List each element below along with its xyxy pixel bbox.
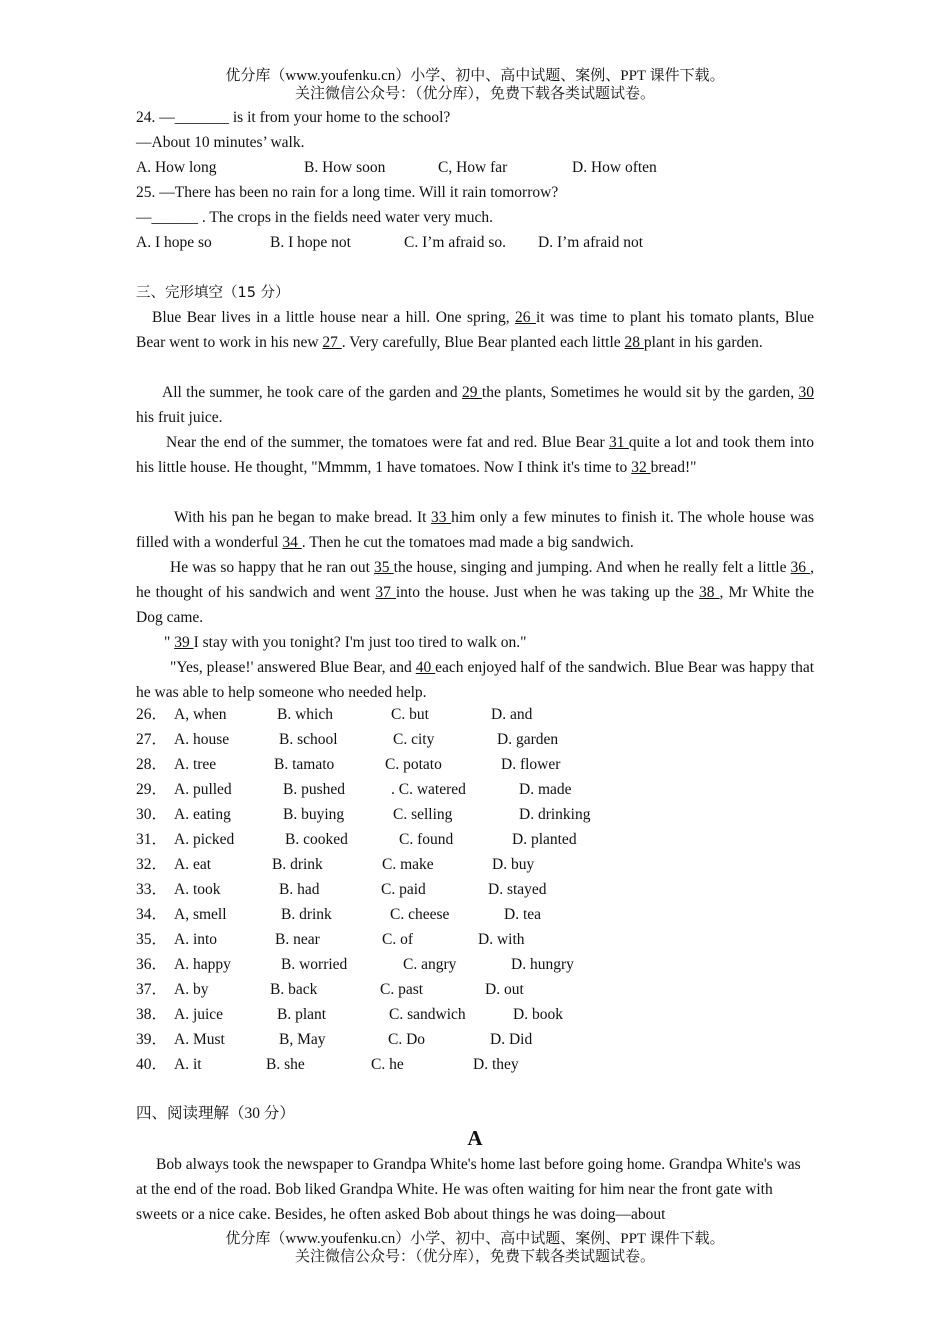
choice-option-d: D. made bbox=[519, 781, 572, 798]
choice-option-c: C. of bbox=[382, 931, 413, 948]
choice-option-c: C. paid bbox=[381, 881, 426, 898]
blank-36: 36 bbox=[790, 559, 811, 576]
cloze-paragraph-7: "Yes, please!' answered Blue Bear, and 40 each enjoyed half of the sandwich. Blue Bear was happy that he was able to help someone who needed help. bbox=[136, 659, 815, 701]
cloze-paragraph-1: Blue Bear lives in a little house near a hill. One spring, 26 it was time to plant his tomato plants, Blue Bear went to work in his new 27 . Very carefully, Blue Bear planted each little 28 plant in his garden. bbox=[136, 309, 814, 351]
choice-option-b: B. near bbox=[275, 931, 320, 948]
choice-option-c: C. angry bbox=[403, 956, 457, 973]
choice-option-d: D. they bbox=[473, 1056, 519, 1073]
blank-33: 33 bbox=[430, 509, 452, 526]
choice-option-b: B. worried bbox=[281, 956, 348, 973]
passage-label: A bbox=[467, 1126, 483, 1150]
choice-option-a: A, smell bbox=[174, 906, 227, 923]
reading-paragraph-1: Bob always took the newspaper to Grandpa White's home last before going home. Grandpa White's was at the end of the road. Bob liked Grandpa White. He was often waiting for him near the front gate with sweets or a nice cake. Besides, he often asked Bob about things he was doing—about bbox=[136, 1156, 801, 1223]
choice-option-a: A, when bbox=[174, 706, 227, 723]
choice-option-c: C. but bbox=[391, 706, 429, 723]
choice-option-a: A. tree bbox=[174, 756, 217, 773]
q24-answer: —About 10 minutes’ walk. bbox=[136, 134, 305, 151]
choice-option-d: D. with bbox=[478, 931, 525, 948]
choice-option-a: A. house bbox=[174, 731, 230, 748]
choice-option-d: D. hungry bbox=[511, 956, 574, 973]
choice-option-d: D. Did bbox=[490, 1031, 533, 1048]
choice-option-c: C. selling bbox=[393, 806, 453, 823]
choice-option-b: B. buying bbox=[283, 806, 345, 823]
blank-35: 35 bbox=[374, 559, 394, 576]
blank-38: 38 bbox=[698, 584, 720, 601]
choice-option-d: D. buy bbox=[492, 856, 535, 873]
choice-option-b: B. pushed bbox=[283, 781, 345, 798]
choice-option-b: B. back bbox=[270, 981, 318, 998]
choice-option-c: C. sandwich bbox=[389, 1006, 466, 1023]
cloze-paragraph-6: " 39 I stay with you tonight? I'm just too tired to walk on." bbox=[164, 634, 527, 651]
choice-option-a: A. took bbox=[174, 881, 221, 898]
choice-option-c: C. cheese bbox=[390, 906, 450, 923]
q24-option-d: D. How often bbox=[572, 159, 657, 176]
choice-option-b: B, May bbox=[279, 1031, 326, 1048]
choice-option-b: B. cooked bbox=[285, 831, 348, 848]
choice-number: 40． bbox=[136, 1056, 168, 1073]
choice-option-d: D. garden bbox=[497, 731, 559, 748]
choice-number: 28． bbox=[136, 756, 168, 773]
choice-option-b: B. school bbox=[279, 731, 338, 748]
blank-31: 31 bbox=[608, 434, 629, 451]
choice-option-d: D. stayed bbox=[488, 881, 547, 898]
choice-number: 31． bbox=[136, 831, 168, 848]
choice-option-c: C. found bbox=[399, 831, 454, 848]
blank-40: 40 bbox=[415, 659, 436, 676]
choice-option-c: C. past bbox=[380, 981, 424, 998]
choice-option-c: C. Do bbox=[388, 1031, 426, 1048]
blank-32: 32 bbox=[631, 459, 651, 476]
blank-34: 34 bbox=[282, 534, 302, 551]
choice-option-d: D. tea bbox=[504, 906, 542, 923]
choice-option-a: A. by bbox=[174, 981, 209, 998]
choice-option-c: C. make bbox=[382, 856, 434, 873]
choice-number: 26． bbox=[136, 706, 168, 723]
choice-option-b: B. plant bbox=[277, 1006, 327, 1023]
cloze-paragraph-3: Near the end of the summer, the tomatoes were fat and red. Blue Bear 31 quite a lot and took them into his little house. He thought, "Mmmm, 1 have tomatoes. Now I think it's time to 32 bread!" bbox=[136, 434, 814, 476]
q25-answer: —______ . The crops in the fields need water very much. bbox=[136, 209, 493, 226]
choice-number: 29． bbox=[136, 781, 168, 798]
choice-option-d: D. book bbox=[513, 1006, 563, 1023]
q25-question: 25. —There has been no rain for a long time. Will it rain tomorrow? bbox=[136, 184, 559, 201]
q24-question: 24. —_______ is it from your home to the school? bbox=[136, 109, 451, 126]
choice-option-c: . C. watered bbox=[391, 781, 466, 798]
choice-number: 34． bbox=[136, 906, 168, 923]
blank-26: 26 bbox=[515, 309, 536, 326]
choice-option-d: D. out bbox=[485, 981, 524, 998]
page-header-line1: 优分库（www.youfenku.cn）小学、初中、高中试题、案例、PPT 课件下载。 bbox=[225, 68, 725, 84]
choice-number: 33． bbox=[136, 881, 168, 898]
q25-option-a: A. I hope so bbox=[136, 234, 212, 251]
choice-number: 30． bbox=[136, 806, 168, 823]
q24-option-b: B. How soon bbox=[304, 159, 386, 176]
choice-option-a: A. picked bbox=[174, 831, 235, 848]
q24-option-c: C, How far bbox=[438, 159, 508, 176]
choice-option-d: D. flower bbox=[501, 756, 561, 773]
choice-option-d: D. and bbox=[491, 706, 533, 723]
blank-30: 30 bbox=[798, 384, 814, 401]
cloze-paragraph-2: All the summer, he took care of the garden and 29 the plants, Sometimes he would sit by the garden, 30 his fruit juice. bbox=[136, 384, 814, 426]
choice-option-d: D. drinking bbox=[519, 806, 591, 823]
choice-option-d: D. planted bbox=[512, 831, 577, 848]
choice-option-b: B. she bbox=[266, 1056, 305, 1073]
choice-option-a: A. it bbox=[174, 1056, 202, 1073]
page-footer-line1: 优分库（www.youfenku.cn）小学、初中、高中试题、案例、PPT 课件下载。 bbox=[225, 1231, 725, 1247]
choice-option-b: B. drink bbox=[281, 906, 332, 923]
section-title-reading: 四、阅读理解（30 分） bbox=[136, 1105, 295, 1122]
choice-number: 35． bbox=[136, 931, 168, 948]
choice-option-a: A. eating bbox=[174, 806, 231, 823]
choice-option-b: B. drink bbox=[272, 856, 323, 873]
choice-number: 37． bbox=[136, 981, 168, 998]
choice-option-a: A. Must bbox=[174, 1031, 225, 1048]
cloze-paragraph-4: With his pan he began to make bread. It 33 him only a few minutes to finish it. The whole house was filled with a wonderful 34 . Then he cut the tomatoes mad made a big sandwich. bbox=[136, 509, 814, 551]
blank-39: 39 bbox=[174, 634, 194, 651]
choice-option-a: A. eat bbox=[174, 856, 212, 873]
q25-option-b: B. I hope not bbox=[270, 234, 351, 251]
choice-option-c: C. city bbox=[393, 731, 435, 748]
choice-option-a: A. juice bbox=[174, 1006, 224, 1023]
choice-option-a: A. happy bbox=[174, 956, 231, 973]
cloze-paragraph-5: He was so happy that he ran out 35 the house, singing and jumping. And when he really felt a little 36 , he thought of his sandwich and went 37 into the house. Just when he was taking up the 38 , Mr White the Dog came. bbox=[136, 559, 815, 626]
choice-number: 39． bbox=[136, 1031, 168, 1048]
choice-option-c: C. potato bbox=[385, 756, 442, 773]
choice-number: 32． bbox=[136, 856, 168, 873]
choice-option-a: A. pulled bbox=[174, 781, 232, 798]
section-title-cloze: 三、完形填空（15 分） bbox=[136, 285, 290, 301]
q25-option-c: C. I’m afraid so. bbox=[404, 234, 507, 251]
choice-option-b: B. had bbox=[279, 881, 320, 898]
blank-27: 27 bbox=[322, 334, 342, 351]
blank-28: 28 bbox=[624, 334, 644, 351]
page-footer-line2: 关注微信公众号：（优分库），免费下载各类试题试卷。 bbox=[294, 1249, 655, 1265]
blank-37: 37 bbox=[375, 584, 396, 601]
blank-29: 29 bbox=[462, 384, 482, 401]
q25-option-d: D. I’m afraid not bbox=[538, 234, 644, 251]
q24-option-a: A. How long bbox=[136, 159, 217, 176]
choice-number: 36． bbox=[136, 956, 168, 973]
page-header-line2: 关注微信公众号：（优分库），免费下载各类试题试卷。 bbox=[294, 86, 655, 102]
choice-number: 38． bbox=[136, 1006, 168, 1023]
choice-option-b: B. tamato bbox=[274, 756, 335, 773]
choice-option-b: B. which bbox=[277, 706, 333, 723]
choice-option-c: C. he bbox=[371, 1056, 404, 1073]
choice-number: 27． bbox=[136, 731, 168, 748]
choice-option-a: A. into bbox=[174, 931, 218, 948]
